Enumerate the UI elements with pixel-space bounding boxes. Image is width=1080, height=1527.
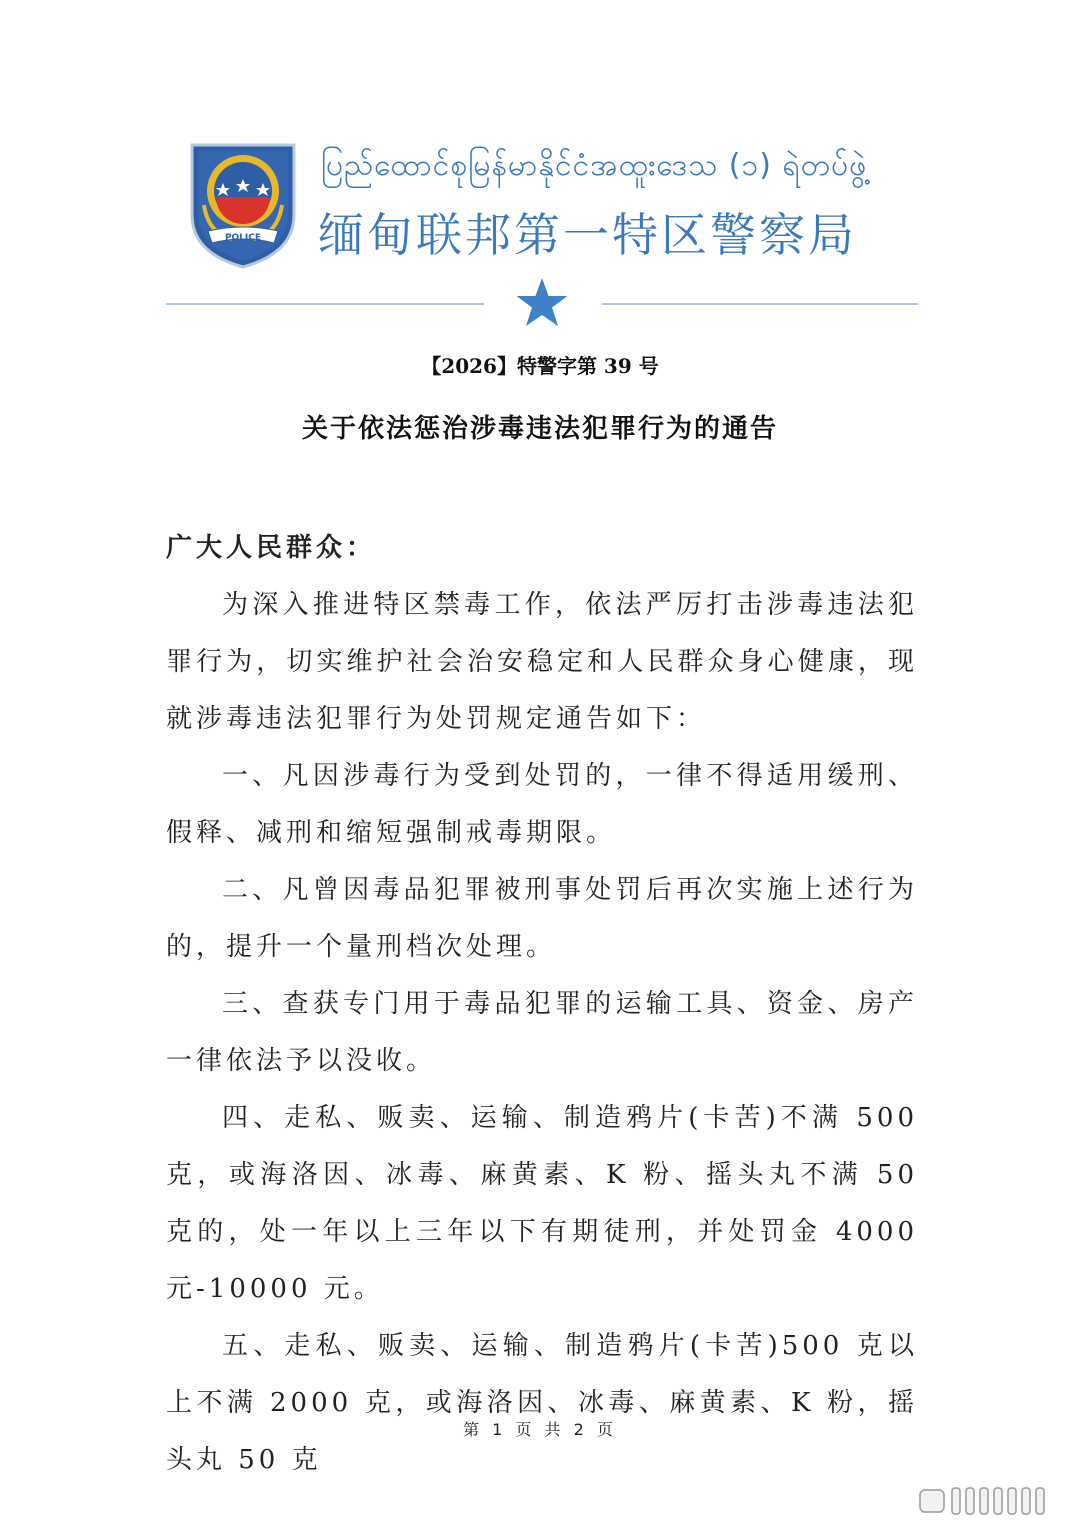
header-divider bbox=[166, 274, 918, 334]
page-indicator: 第 1 页 共 2 页 bbox=[463, 1420, 617, 1439]
document-title: 关于依法惩治涉毒违法犯罪行为的通告 bbox=[301, 414, 778, 444]
divider-line-left bbox=[166, 303, 484, 305]
letterhead bbox=[186, 135, 906, 275]
salutation: 广大人民群众： bbox=[166, 533, 377, 563]
paragraph: 一、凡因涉毒行为受到处罚的，一律不得适用缓刑、假释、减刑和缩短强制戒毒期限。 bbox=[166, 761, 918, 848]
paragraph: 为深入推进特区禁毒工作，依法严厉打击涉毒违法犯罪行为，切实维护社会治安稳定和人民群众身心健康，现就涉毒违法犯罪行为处罚规定通告如下： bbox=[166, 590, 918, 734]
document-body bbox=[166, 520, 918, 1489]
star-icon bbox=[514, 276, 570, 332]
paragraph: 五、走私、贩卖、运输、制造鸦片(卡苦)500 克以上不满 2000 克，或海洛因、冰毒、麻黄素、K 粉，摇头丸 50 克 bbox=[166, 1331, 918, 1475]
paragraph: 二、凡曾因毒品犯罪被刑事处罚后再次实施上述行为的，提升一个量刑档次处理。 bbox=[166, 875, 918, 962]
paragraph: 四、走私、贩卖、运输、制造鸦片(卡苦)不满 500 克，或海洛因、冰毒、麻黄素、K 粉、摇头丸不满 50 克的，处一年以上三年以下有期徒刑，并处罚金 4000 元-10000 元。 bbox=[166, 1103, 918, 1304]
badge-text: POLICE bbox=[224, 233, 262, 243]
paragraph: 三、查获专门用于毒品犯罪的运输工具、资金、房产一律依法予以没收。 bbox=[166, 989, 918, 1076]
police-badge-icon bbox=[186, 135, 300, 269]
chinese-agency-name: 缅甸联邦第一特区警察局 bbox=[318, 208, 857, 262]
myanmar-agency-name: ပြည်ထောင်စုမြန်မာနိုင်ငံအထူးဒေသ (၁) ရဲတပ်ဖွဲ့ bbox=[321, 148, 868, 183]
document-number: 【2026】特警字第 39 号 bbox=[421, 354, 659, 378]
divider-line-right bbox=[602, 303, 918, 305]
watermark-icon bbox=[918, 1484, 1058, 1518]
